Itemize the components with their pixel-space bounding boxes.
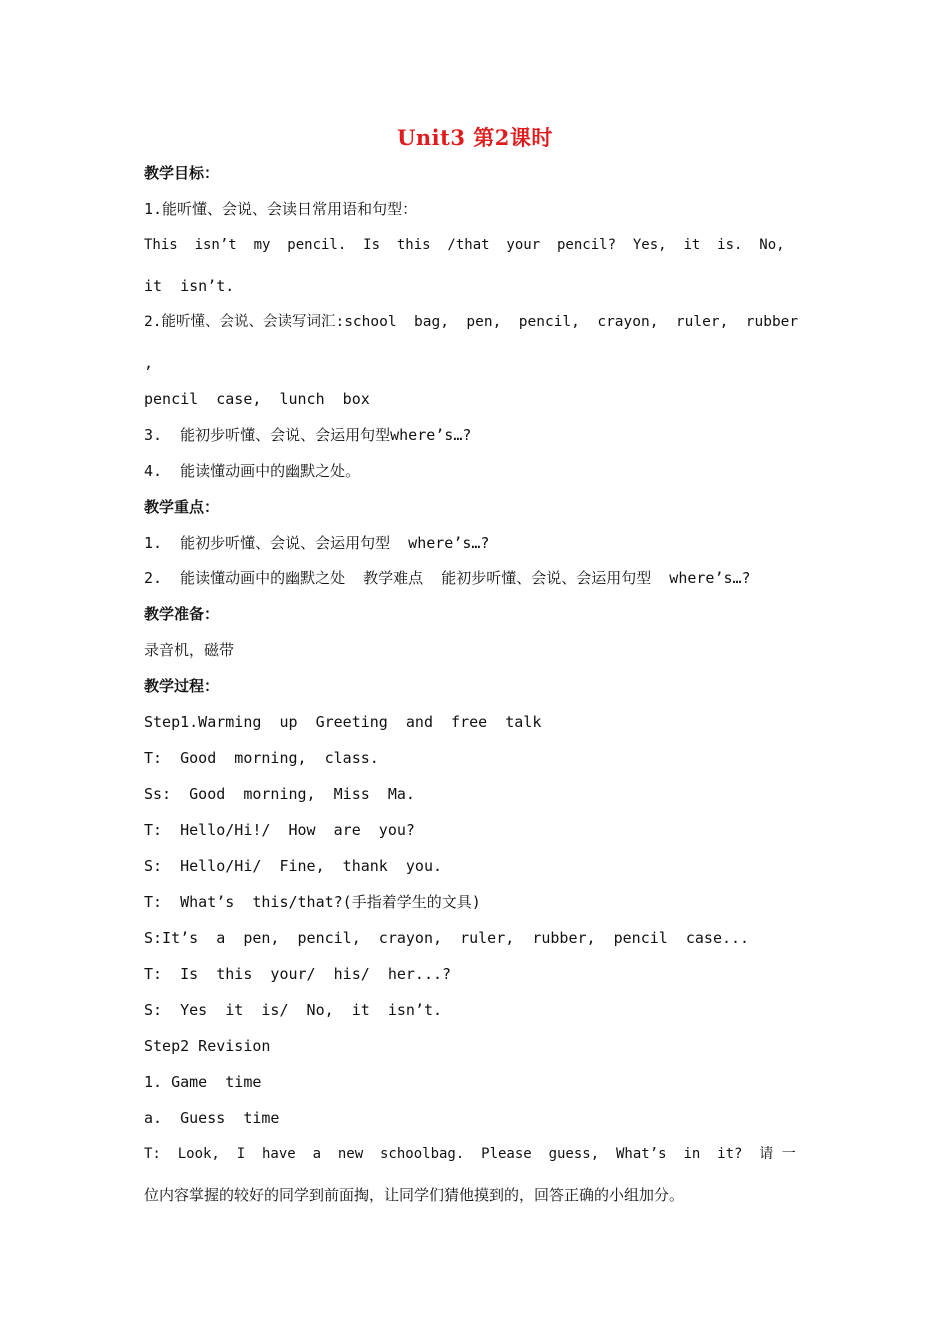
text-line: Ss: Good morning, Miss Ma. [144,785,415,803]
text-line: pencil case, lunch box [144,390,370,408]
text-line: Step2 Revision [144,1037,271,1055]
text-line: T: Is this your/ his/ her...? [144,965,452,983]
text-line: 录音机，磁带 [144,641,235,659]
text-line: 2. 能读懂动画中的幽默之处 教学难点 能初步听懂、会说、会运用句型 where’s…? [144,569,751,587]
heading-teaching-goals: 教学目标： [144,164,220,182]
text-line: 1. Game time [144,1073,262,1091]
page-title: Unit3 第2课时 [397,125,553,150]
text-line: it isn’t. [144,277,235,295]
text-line: 3. 能初步听懂、会说、会运用句型where’s…? [144,426,472,444]
text-line: 4. 能读懂动画中的幽默之处。 [144,462,361,480]
text-line: T: Look, I have a new schoolbag. Please guess, What’s in it? 请 一 [144,1146,796,1162]
text-line: T: Hello/Hi!/ How are you? [144,821,415,839]
heading-key-points: 教学重点： [144,498,220,516]
text-line: S:It’s a pen, pencil, crayon, ruler, rubber, pencil case... [144,929,750,947]
text-line: S: Hello/Hi/ Fine, thank you. [144,857,443,875]
text-line: Step1.Warming up Greeting and free talk [144,713,542,731]
text-line: 2.能听懂、会说、会读写词汇:school bag, pen, pencil, crayon, ruler, rubber [144,314,799,330]
heading-preparation: 教学准备： [144,605,220,623]
text-line: S: Yes it is/ No, it isn’t. [144,1001,443,1019]
text-line: T: Good morning, class. [144,749,379,767]
text-line: a. Guess time [144,1109,280,1127]
heading-process: 教学过程： [144,677,220,695]
text-line: 1. 能初步听懂、会说、会运用句型 where’s…? [144,534,490,552]
text-line: 1.能听懂、会说、会读日常用语和句型： [144,200,418,218]
text-line: T: What’s this/that?(手指着学生的文具) [144,893,481,911]
text-line: This isn’t my pencil. Is this /that your pencil? Yes, it is. No, [144,237,785,253]
text-line: 位内容掌握的较好的同学到前面掏，让同学们猜他摸到的，回答正确的小组加分。 [144,1186,685,1204]
text-line: , [144,354,154,372]
